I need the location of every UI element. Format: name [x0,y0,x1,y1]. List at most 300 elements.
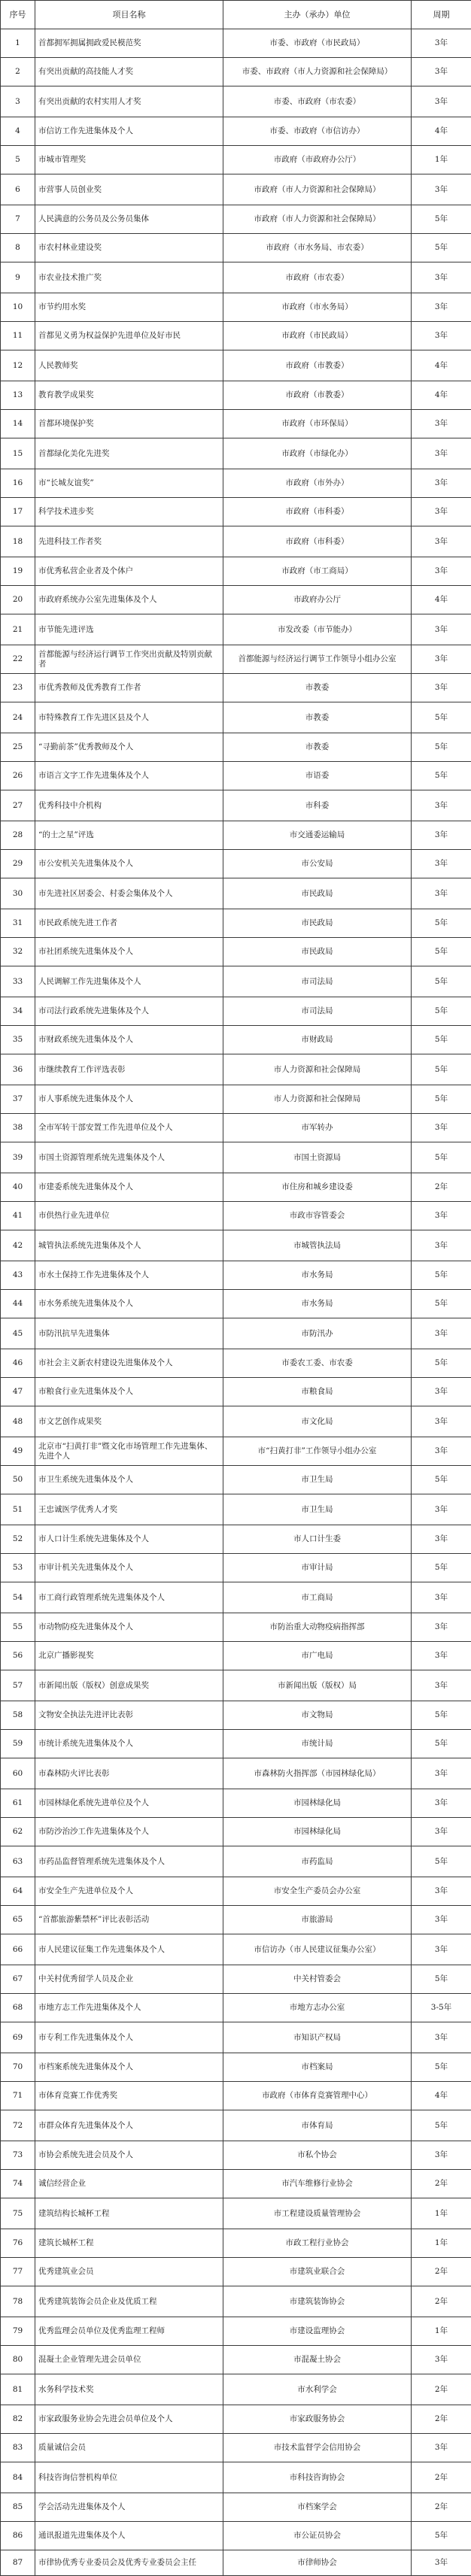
host-unit-cell: 市地方志办公室 [223,1994,412,2022]
table-row [1,1230,471,1261]
cycle-cell: 3年 [412,1318,471,1349]
serial-number-cell: 67 [1,1965,35,1994]
serial-number-cell: 10 [1,293,35,322]
table-row [1,2462,471,2493]
table-row [1,2022,471,2053]
header-cycle: 周期 [412,1,471,29]
host-unit-cell: 市律师协会 [223,2550,412,2576]
host-unit-cell: 市科技咨询协会 [223,2462,412,2493]
table-row [1,2198,471,2229]
serial-number-cell: 79 [1,2317,35,2346]
cycle-cell: 3年 [412,645,471,674]
host-unit-cell: 市委农工委、市农委 [223,1349,412,1378]
serial-number-cell: 49 [1,1437,35,1466]
table-row [1,850,471,878]
serial-number-cell: 18 [1,526,35,557]
host-unit-cell: 市旅游局 [223,1906,412,1934]
table-row [1,1437,471,1466]
host-unit-cell: 市财政局 [223,1026,412,1054]
host-unit-cell: 市建设监理协会 [223,2317,412,2346]
host-unit-cell: 市文物局 [223,1701,412,1730]
project-name-cell: 教育教学成果奖 [35,381,223,410]
cycle-cell: 5年 [412,1142,471,1173]
host-unit-cell: 市档案学会 [223,2493,412,2522]
host-unit-cell: 首都能源与经济运行调节工作领导小组办公室 [223,645,412,674]
cycle-cell: 3年 [412,1494,471,1525]
serial-number-cell: 70 [1,2053,35,2082]
cycle-cell: 3年 [412,58,471,86]
project-name-cell: 市防沙治沙工作先进集体及个人 [35,1818,223,1846]
project-name-cell: 市“长城友谊奖” [35,469,223,498]
cycle-cell: 3年 [412,614,471,645]
serial-number-cell: 36 [1,1054,35,1085]
table-row [1,1758,471,1789]
serial-number-cell: 17 [1,498,35,526]
project-name-cell: “首都旅游紫禁杯”评比表彰活动 [35,1906,223,1934]
host-unit-cell: 市住房和城乡建设委 [223,1173,412,1202]
table-row [1,702,471,733]
host-unit-cell: 市政府办公厅 [223,586,412,614]
serial-number-cell: 66 [1,1934,35,1965]
table-row [1,2550,471,2576]
host-unit-cell: 市教委 [223,733,412,762]
table-row [1,2141,471,2170]
header-host-unit: 主办（承办）单位 [223,1,412,29]
host-unit-cell: 市新闻出版（版权）局 [223,1670,412,1701]
project-name-cell: 建筑结构长城杯工程 [35,2198,223,2229]
cycle-cell: 5年 [412,1466,471,1494]
project-name-cell: 市农村林业建设奖 [35,234,223,262]
table-row [1,674,471,702]
host-unit-cell: 市工商局 [223,1582,412,1613]
project-name-cell: 市群众体育先进集体及个人 [35,2110,223,2141]
host-unit-cell: 市政府（市环保局） [223,410,412,438]
project-name-cell: 市专利工作先进集体及个人 [35,2022,223,2053]
table-row [1,557,471,586]
project-name-cell: 市国土资源管理系统先进集体及个人 [35,1142,223,1173]
table-row [1,1290,471,1318]
serial-number-cell: 82 [1,2405,35,2434]
table-row [1,2110,471,2141]
cycle-cell: 3-5年 [412,1994,471,2022]
cycle-cell: 3年 [412,526,471,557]
project-name-cell: 市语言文字工作先进集体及个人 [35,762,223,790]
serial-number-cell: 65 [1,1906,35,1934]
cycle-cell: 5年 [412,2110,471,2141]
cycle-cell: 5年 [412,702,471,733]
cycle-cell: 5年 [412,1730,471,1758]
project-name-cell: 市地方志工作先进集体及个人 [35,1994,223,2022]
host-unit-cell: 市教委 [223,702,412,733]
host-unit-cell: 市森林防火指挥部（市园林绿化局） [223,1758,412,1789]
project-name-cell: 市优秀私营企业者及个体户 [35,557,223,586]
cycle-cell: 3年 [412,674,471,702]
host-unit-cell: 市防治重大动物疫病指挥部 [223,1613,412,1642]
table-row [1,790,471,821]
host-unit-cell: 市档案局 [223,2053,412,2082]
cycle-cell: 1年 [412,146,471,174]
serial-number-cell: 64 [1,1877,35,1906]
serial-number-cell: 32 [1,938,35,966]
serial-number-cell: 61 [1,1789,35,1818]
cycle-cell: 5年 [412,234,471,262]
serial-number-cell: 80 [1,2346,35,2374]
cycle-cell: 5年 [412,733,471,762]
serial-number-cell: 46 [1,1349,35,1378]
table-row [1,1846,471,1877]
host-unit-cell: 市审计局 [223,1554,412,1582]
cycle-cell: 4年 [412,586,471,614]
serial-number-cell: 45 [1,1318,35,1349]
host-unit-cell: 市委、市政府（市农委） [223,86,412,117]
serial-number-cell: 63 [1,1846,35,1877]
serial-number-cell: 7 [1,205,35,234]
serial-number-cell: 81 [1,2374,35,2405]
cycle-cell: 3年 [412,1406,471,1437]
project-name-cell: 首都见义勇为权益保护先进单位及好市民 [35,322,223,350]
project-name-cell: 市人民建议征集工作先进集体及个人 [35,1934,223,1965]
cycle-cell: 3年 [412,1114,471,1142]
cycle-cell: 3年 [412,1642,471,1670]
host-unit-cell: 市水利学会 [223,2374,412,2405]
serial-number-cell: 48 [1,1406,35,1437]
serial-number-cell: 73 [1,2141,35,2170]
serial-number-cell: 41 [1,1202,35,1230]
cycle-cell: 3年 [412,1202,471,1230]
serial-number-cell: 50 [1,1466,35,1494]
project-name-cell: 市水土保持工作先进集体及个人 [35,1261,223,1290]
serial-number-cell: 22 [1,645,35,674]
table-row [1,733,471,762]
cycle-cell: 5年 [412,1026,471,1054]
host-unit-cell: 市统计局 [223,1730,412,1758]
cycle-cell: 2年 [412,2286,471,2317]
cycle-cell: 5年 [412,1965,471,1994]
serial-number-cell: 19 [1,557,35,586]
host-unit-cell: 市卫生局 [223,1494,412,1525]
serial-number-cell: 20 [1,586,35,614]
host-unit-cell: 市政府（市教委） [223,381,412,410]
table-row [1,1670,471,1701]
cycle-cell: 5年 [412,2522,471,2550]
host-unit-cell: 市防汛办 [223,1318,412,1349]
cycle-cell: 5年 [412,1085,471,1114]
host-unit-cell: 市建筑装饰协会 [223,2286,412,2317]
table-row [1,1582,471,1613]
serial-number-cell: 31 [1,909,35,938]
serial-number-cell: 8 [1,234,35,262]
table-row [1,966,471,997]
project-name-cell: 市药品监督管理系统先进集体及个人 [35,1846,223,1877]
host-unit-cell: 市政府（市工商局） [223,557,412,586]
table-row [1,1642,471,1670]
table-row [1,2082,471,2110]
host-unit-cell: 市语委 [223,762,412,790]
cycle-cell: 4年 [412,117,471,146]
project-name-cell: 市防汛抗旱先进集体 [35,1318,223,1349]
cycle-cell: 3年 [412,1378,471,1406]
project-name-cell: 首都绿化美化先进奖 [35,438,223,469]
host-unit-cell: 市“扫黄打非”工作领导小组办公室 [223,1437,412,1466]
serial-number-cell: 42 [1,1230,35,1261]
table-row [1,58,471,86]
project-name-cell: 市农业技术推广奖 [35,262,223,293]
table-row [1,526,471,557]
project-name-cell: 质量诚信会员 [35,2434,223,2462]
host-unit-cell: 市政府（市外办） [223,469,412,498]
host-unit-cell: 市混凝土协会 [223,2346,412,2374]
project-name-cell: 市节能先进评选 [35,614,223,645]
host-unit-cell: 市政府（市民政局） [223,322,412,350]
project-name-cell: 市安全生产先进单位及个人 [35,1877,223,1906]
serial-number-cell: 30 [1,878,35,909]
table-row [1,1406,471,1437]
host-unit-cell: 市政市容管委会 [223,1202,412,1230]
project-name-cell: 市优秀教师及优秀教育工作者 [35,674,223,702]
project-name-cell: 科学技术进步奖 [35,498,223,526]
serial-number-cell: 35 [1,1026,35,1054]
cycle-cell: 3年 [412,293,471,322]
project-name-cell: “寻勤前茶”优秀教师及个人 [35,733,223,762]
table-row [1,1466,471,1494]
cycle-cell: 3年 [412,86,471,117]
table-row [1,86,471,117]
serial-number-cell: 57 [1,1670,35,1701]
serial-number-cell: 21 [1,614,35,645]
project-name-cell: 市司法行政系统先进集体及个人 [35,997,223,1026]
cycle-cell: 5年 [412,1554,471,1582]
project-name-cell: 市动物防疫先进集体及个人 [35,1613,223,1642]
serial-number-cell: 14 [1,410,35,438]
cycle-cell: 3年 [412,1789,471,1818]
table-row [1,1494,471,1525]
host-unit-cell: 市发改委（市节能办） [223,614,412,645]
table-row [1,498,471,526]
host-unit-cell: 市政府（市科委） [223,498,412,526]
cycle-cell: 3年 [412,469,471,498]
host-unit-cell: 市技术监督学会信用协会 [223,2434,412,2462]
project-name-cell: 混凝土企业管理先进会员单位 [35,2346,223,2374]
host-unit-cell: 市广电局 [223,1642,412,1670]
serial-number-cell: 53 [1,1554,35,1582]
project-name-cell: 市节约用水奖 [35,293,223,322]
table-row [1,1613,471,1642]
project-name-cell: 市审计机关先进集体及个人 [35,1554,223,1582]
cycle-cell: 3年 [412,2141,471,2170]
project-name-cell: 市先进社区居委会、村委会集体及个人 [35,878,223,909]
host-unit-cell: 市政府（市农委） [223,262,412,293]
cycle-cell: 3年 [412,1934,471,1965]
table-row [1,1701,471,1730]
cycle-cell: 3年 [412,878,471,909]
table-row [1,1202,471,1230]
project-name-cell: 通讯报道先进集体及个人 [35,2522,223,2550]
cycle-cell: 3年 [412,1582,471,1613]
table-row [1,1054,471,1085]
table-row [1,2346,471,2374]
serial-number-cell: 12 [1,350,35,381]
serial-number-cell: 47 [1,1378,35,1406]
table-row [1,205,471,234]
host-unit-cell: 市教委 [223,674,412,702]
table-row [1,2405,471,2434]
serial-number-cell: 54 [1,1582,35,1613]
table-row [1,1818,471,1846]
project-name-cell: 优秀建筑装饰会员企业及优质工程 [35,2286,223,2317]
cycle-cell: 1年 [412,2229,471,2258]
project-name-cell: 市律协优秀专业委员会及优秀专业委员会主任 [35,2550,223,2576]
project-name-cell: 文物安全执法先进评比表彰 [35,1701,223,1730]
cycle-cell: 3年 [412,29,471,58]
host-unit-cell: 市水务局 [223,1290,412,1318]
project-name-cell: 市档案系统先进集体及个人 [35,2053,223,2082]
project-name-cell: 水务科学技术奖 [35,2374,223,2405]
serial-number-cell: 52 [1,1525,35,1554]
table-row [1,2317,471,2346]
cycle-cell: 3年 [412,850,471,878]
project-name-cell: 中关村优秀留学人员及企业 [35,1965,223,1994]
project-name-cell: 市统计系统先进集体及个人 [35,1730,223,1758]
cycle-cell: 3年 [412,1758,471,1789]
cycle-cell: 3年 [412,2434,471,2462]
cycle-cell: 3年 [412,262,471,293]
project-name-cell: 人民满意的公务员及公务员集体 [35,205,223,234]
serial-number-cell: 5 [1,146,35,174]
host-unit-cell: 市私个协会 [223,2141,412,2170]
project-name-cell: 市民政系统先进工作者 [35,909,223,938]
project-name-cell: 市供热行业先进单位 [35,1202,223,1230]
project-name-cell: 市政府系统办公室先进集体及个人 [35,586,223,614]
table-row [1,1877,471,1906]
project-name-cell: 市水务系统先进集体及个人 [35,1290,223,1318]
project-name-cell: 先进科技工作者奖 [35,526,223,557]
host-unit-cell: 市司法局 [223,997,412,1026]
table-row [1,909,471,938]
table-body [1,29,471,2576]
cycle-cell: 4年 [412,350,471,381]
serial-number-cell: 62 [1,1818,35,1846]
host-unit-cell: 市药监局 [223,1846,412,1877]
cycle-cell: 3年 [412,1877,471,1906]
cycle-cell: 5年 [412,205,471,234]
table-row [1,1554,471,1582]
cycle-cell: 1年 [412,2198,471,2229]
cycle-cell: 2年 [412,2258,471,2286]
serial-number-cell: 72 [1,2110,35,2141]
cycle-cell: 3年 [412,2022,471,2053]
serial-number-cell: 68 [1,1994,35,2022]
project-name-cell: 科技咨询信誉机构单位 [35,2462,223,2493]
table-row [1,614,471,645]
host-unit-cell: 市政府（市科委） [223,526,412,557]
host-unit-cell: 市安全生产委员会办公室 [223,1877,412,1906]
project-name-cell: 市森林防火评比表彰 [35,1758,223,1789]
serial-number-cell: 38 [1,1114,35,1142]
cycle-cell: 3年 [412,1525,471,1554]
project-name-cell: 首都能源与经济运行调节工作突出贡献及特别贡献者 [35,645,223,674]
serial-number-cell: 28 [1,821,35,850]
table-row [1,2170,471,2198]
host-unit-cell: 市政府（市人力资源和社会保障局） [223,174,412,205]
cycle-cell: 5年 [412,909,471,938]
table-row [1,997,471,1026]
table-row [1,234,471,262]
serial-number-cell: 39 [1,1142,35,1173]
project-name-cell: 有突出贡献的农村实用人才奖 [35,86,223,117]
host-unit-cell: 市公证员协会 [223,2522,412,2550]
serial-number-cell: 16 [1,469,35,498]
project-name-cell: 有突出贡献的高技能人才奖 [35,58,223,86]
cycle-cell: 3年 [412,1906,471,1934]
cycle-cell: 3年 [412,1230,471,1261]
project-name-cell: 市社团系统先进集体及个人 [35,938,223,966]
host-unit-cell: 中关村管委会 [223,1965,412,1994]
table-row [1,2493,471,2522]
cycle-cell: 5年 [412,1701,471,1730]
cycle-cell: 3年 [412,1670,471,1701]
project-name-cell: 市建委系统先进集体及个人 [35,1173,223,1202]
serial-number-cell: 43 [1,1261,35,1290]
project-name-cell: 市工商行政管理系统先进集体及个人 [35,1582,223,1613]
serial-number-cell: 40 [1,1173,35,1202]
cycle-cell: 4年 [412,2082,471,2110]
cycle-cell: 3年 [412,498,471,526]
serial-number-cell: 71 [1,2082,35,2110]
host-unit-cell: 市委、市政府（市人力资源和社会保障局） [223,58,412,86]
serial-number-cell: 78 [1,2286,35,2317]
project-name-cell: 市粮食行业先进集体及个人 [35,1378,223,1406]
table-row [1,1525,471,1554]
table-row [1,1173,471,1202]
serial-number-cell: 60 [1,1758,35,1789]
serial-number-cell: 25 [1,733,35,762]
serial-number-cell: 29 [1,850,35,878]
table-row [1,1934,471,1965]
host-unit-cell: 市委、市政府（市信访办） [223,117,412,146]
cycle-cell: 2年 [412,2462,471,2493]
cycle-cell: 5年 [412,1261,471,1290]
cycle-cell: 2年 [412,2170,471,2198]
host-unit-cell: 市人力资源和社会保障局 [223,1054,412,1085]
project-name-cell: 诚信经营企业 [35,2170,223,2198]
cycle-cell: 5年 [412,966,471,997]
host-unit-cell: 市人口计生委 [223,1525,412,1554]
table-row [1,1026,471,1054]
host-unit-cell: 市人力资源和社会保障局 [223,1085,412,1114]
table-row [1,645,471,674]
cycle-cell: 2年 [412,2493,471,2522]
host-unit-cell: 市文化局 [223,1406,412,1437]
table-row [1,2522,471,2550]
cycle-cell: 3年 [412,1437,471,1466]
cycle-cell: 2年 [412,1173,471,1202]
host-unit-cell: 市信访办（市人民建议征集办公室） [223,1934,412,1965]
cycle-cell: 3年 [412,322,471,350]
project-name-cell: 优秀建筑业会员 [35,2258,223,2286]
project-name-cell: 首都环境保护奖 [35,410,223,438]
host-unit-cell: 市政府（市水务局） [223,293,412,322]
table-row [1,381,471,410]
serial-number-cell: 4 [1,117,35,146]
table-row [1,438,471,469]
cycle-cell: 5年 [412,2053,471,2082]
host-unit-cell: 市粮食局 [223,1378,412,1406]
project-name-cell: 市公安机关先进集体及个人 [35,850,223,878]
project-name-cell: 优秀科技中介机构 [35,790,223,821]
cycle-cell: 5年 [412,997,471,1026]
cycle-cell: 5年 [412,1349,471,1378]
project-name-cell: 市社会主义新农村建设先进集体及个人 [35,1349,223,1378]
